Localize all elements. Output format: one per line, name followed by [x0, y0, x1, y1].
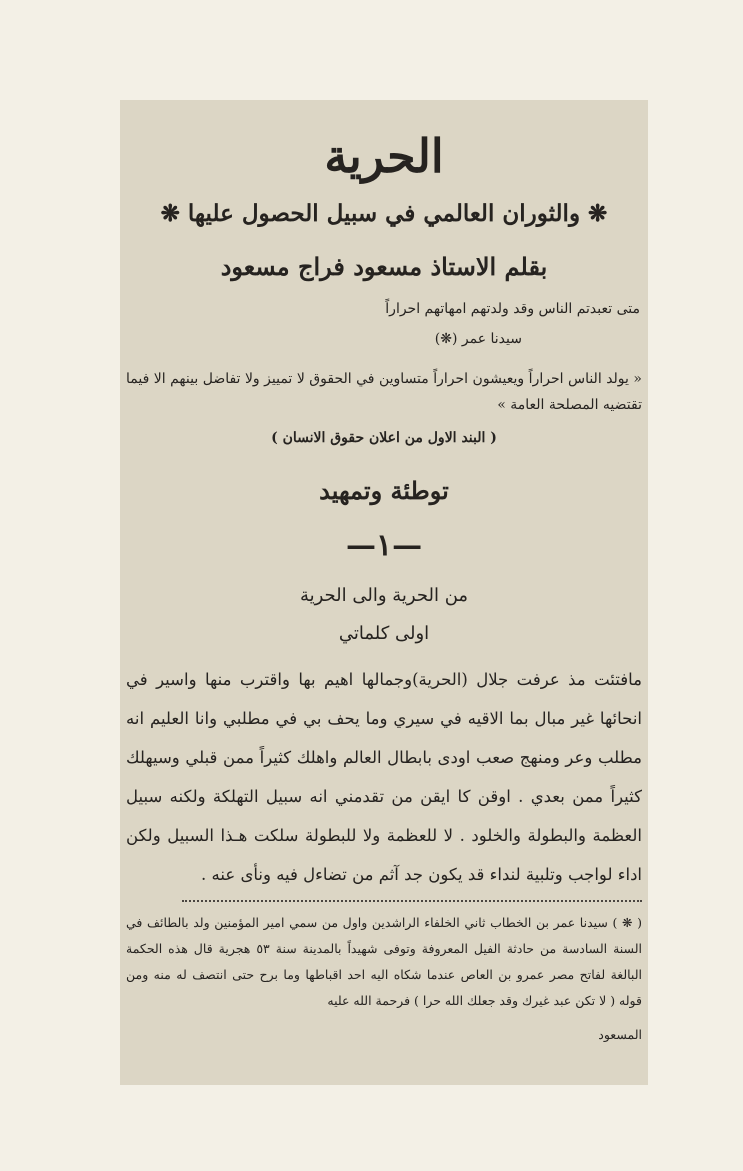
footnote-signature: المسعود: [598, 1027, 642, 1042]
section-title: توطئة وتمهيد: [319, 476, 449, 505]
epigraph-quote: متى تعبدتم الناس وقد ولدتهم امهاتهم احراراً: [385, 301, 640, 317]
article-subtitle: ❋ والثوران العالمي في سبيل الحصول عليها ❋: [160, 200, 608, 227]
article-title: الحرية: [324, 129, 444, 183]
declaration-source: ( البند الاول من اعلان حقوق الانسان ): [271, 430, 497, 446]
chapter-subheading: اولى كلماتي: [338, 623, 430, 644]
footnote-text: ( ❋ ) سيدنا عمر بن الخطاب ثاني الخلفاء الراشدين واول من سمي امير المؤمنين ولد بالطائف في السنة السادسة من حادثة الفيل المعروفة وتوفى شهيداً بالمدينة سنة ٥٣ هجرية قال هذه الحكمة البالغة لفاتح مصر عمرو بن العاص عندما شكاه اليه احد اقباطها وما برح حتى انتصف له منه ومن قوله ( لا تكن عبد غيرك وقد جعلك الله حرا ) فرحمة الله عليه: [126, 915, 642, 1008]
author-line: بقلم الاستاذ مسعود فراج مسعود: [220, 252, 548, 281]
book-page: [120, 100, 648, 1085]
footnote-divider: [182, 900, 642, 902]
declaration-quote: « يولد الناس احراراً ويعيشون احراراً متساوين في الحقوق لا تمييز ولا تفاضل بينهم الا فيما تقتضيه المصلحة العامة »: [126, 371, 642, 413]
chapter-heading: من الحرية والى الحرية: [299, 585, 469, 606]
epigraph-source: سيدنا عمر (❋): [434, 331, 522, 347]
body-paragraph: مافتئت مذ عرفت جلال (الحرية)وجمالها اهيم بها واقترب منها واسير في انحائها غير مبال بما الاقيه في سيري وما يحف بي في مطلبي وانا العليم انه مطلب وعر ومنهج صعب اودى بابطال العالم واهلك كثيراً ممن قبلي وسيهلك كثيراً ممن بعدي . اوقن كا ايقن من تقدمني انه سبيل التهلكة ولكنه سبيل العظمة والبطولة والخلود . لا للعظمة ولا للبطولة سلكت هـذا السبيل ولكن اداء لواجب وتلبية لنداء قد يكون جد آثم من تضاءل فيه ونأى عنه .: [126, 670, 642, 884]
section-number: —١—: [345, 528, 423, 563]
